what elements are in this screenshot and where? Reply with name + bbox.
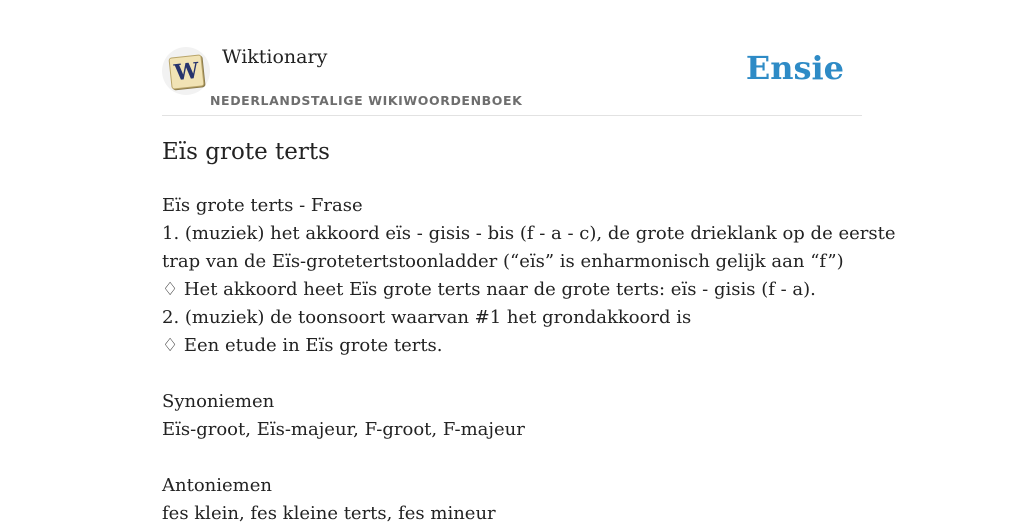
definition-heading: Eïs grote terts - Frase (162, 195, 363, 216)
antonyms-heading: Antoniemen (162, 475, 272, 496)
wiktionary-logo[interactable] (162, 47, 210, 95)
site-header (162, 0, 862, 116)
spacer (162, 360, 862, 388)
definition-line-1a: 1. (muziek) het akkoord eïs - gisis - bis (f - a - c), de grote drieklank op de eerste (162, 223, 896, 244)
antonyms-values: fes klein, fes kleine terts, fes mineur (162, 503, 496, 524)
definition-content (162, 192, 896, 528)
wiktionary-logo-icon: W (168, 54, 204, 89)
definition-example-2: ♢ Een etude in Eïs grote terts. (162, 335, 443, 356)
definition-line-1b: trap van de Eïs-grotetertstoonladder (“eïs” is enharmonisch gelijk aan “f”) (162, 251, 844, 272)
page-title: Eïs grote terts (162, 139, 330, 165)
page-container (162, 0, 896, 524)
site-name[interactable]: Wiktionary (222, 46, 328, 68)
definition-example-1: ♢ Het akkoord heet Eïs grote terts naar de grote terts: eïs - gisis (f - a). (162, 279, 816, 300)
synonyms-heading: Synoniemen (162, 391, 275, 412)
spacer (162, 444, 862, 472)
ensie-brand-logo[interactable]: Ensie (745, 49, 844, 87)
site-subtitle: NEDERLANDSTALIGE WIKIWOORDENBOEK (210, 93, 523, 108)
definition-line-2: 2. (muziek) de toonsoort waarvan #1 het grondakkoord is (162, 307, 692, 328)
synonyms-values: Eïs-groot, Eïs-majeur, F-groot, F-majeur (162, 419, 525, 440)
